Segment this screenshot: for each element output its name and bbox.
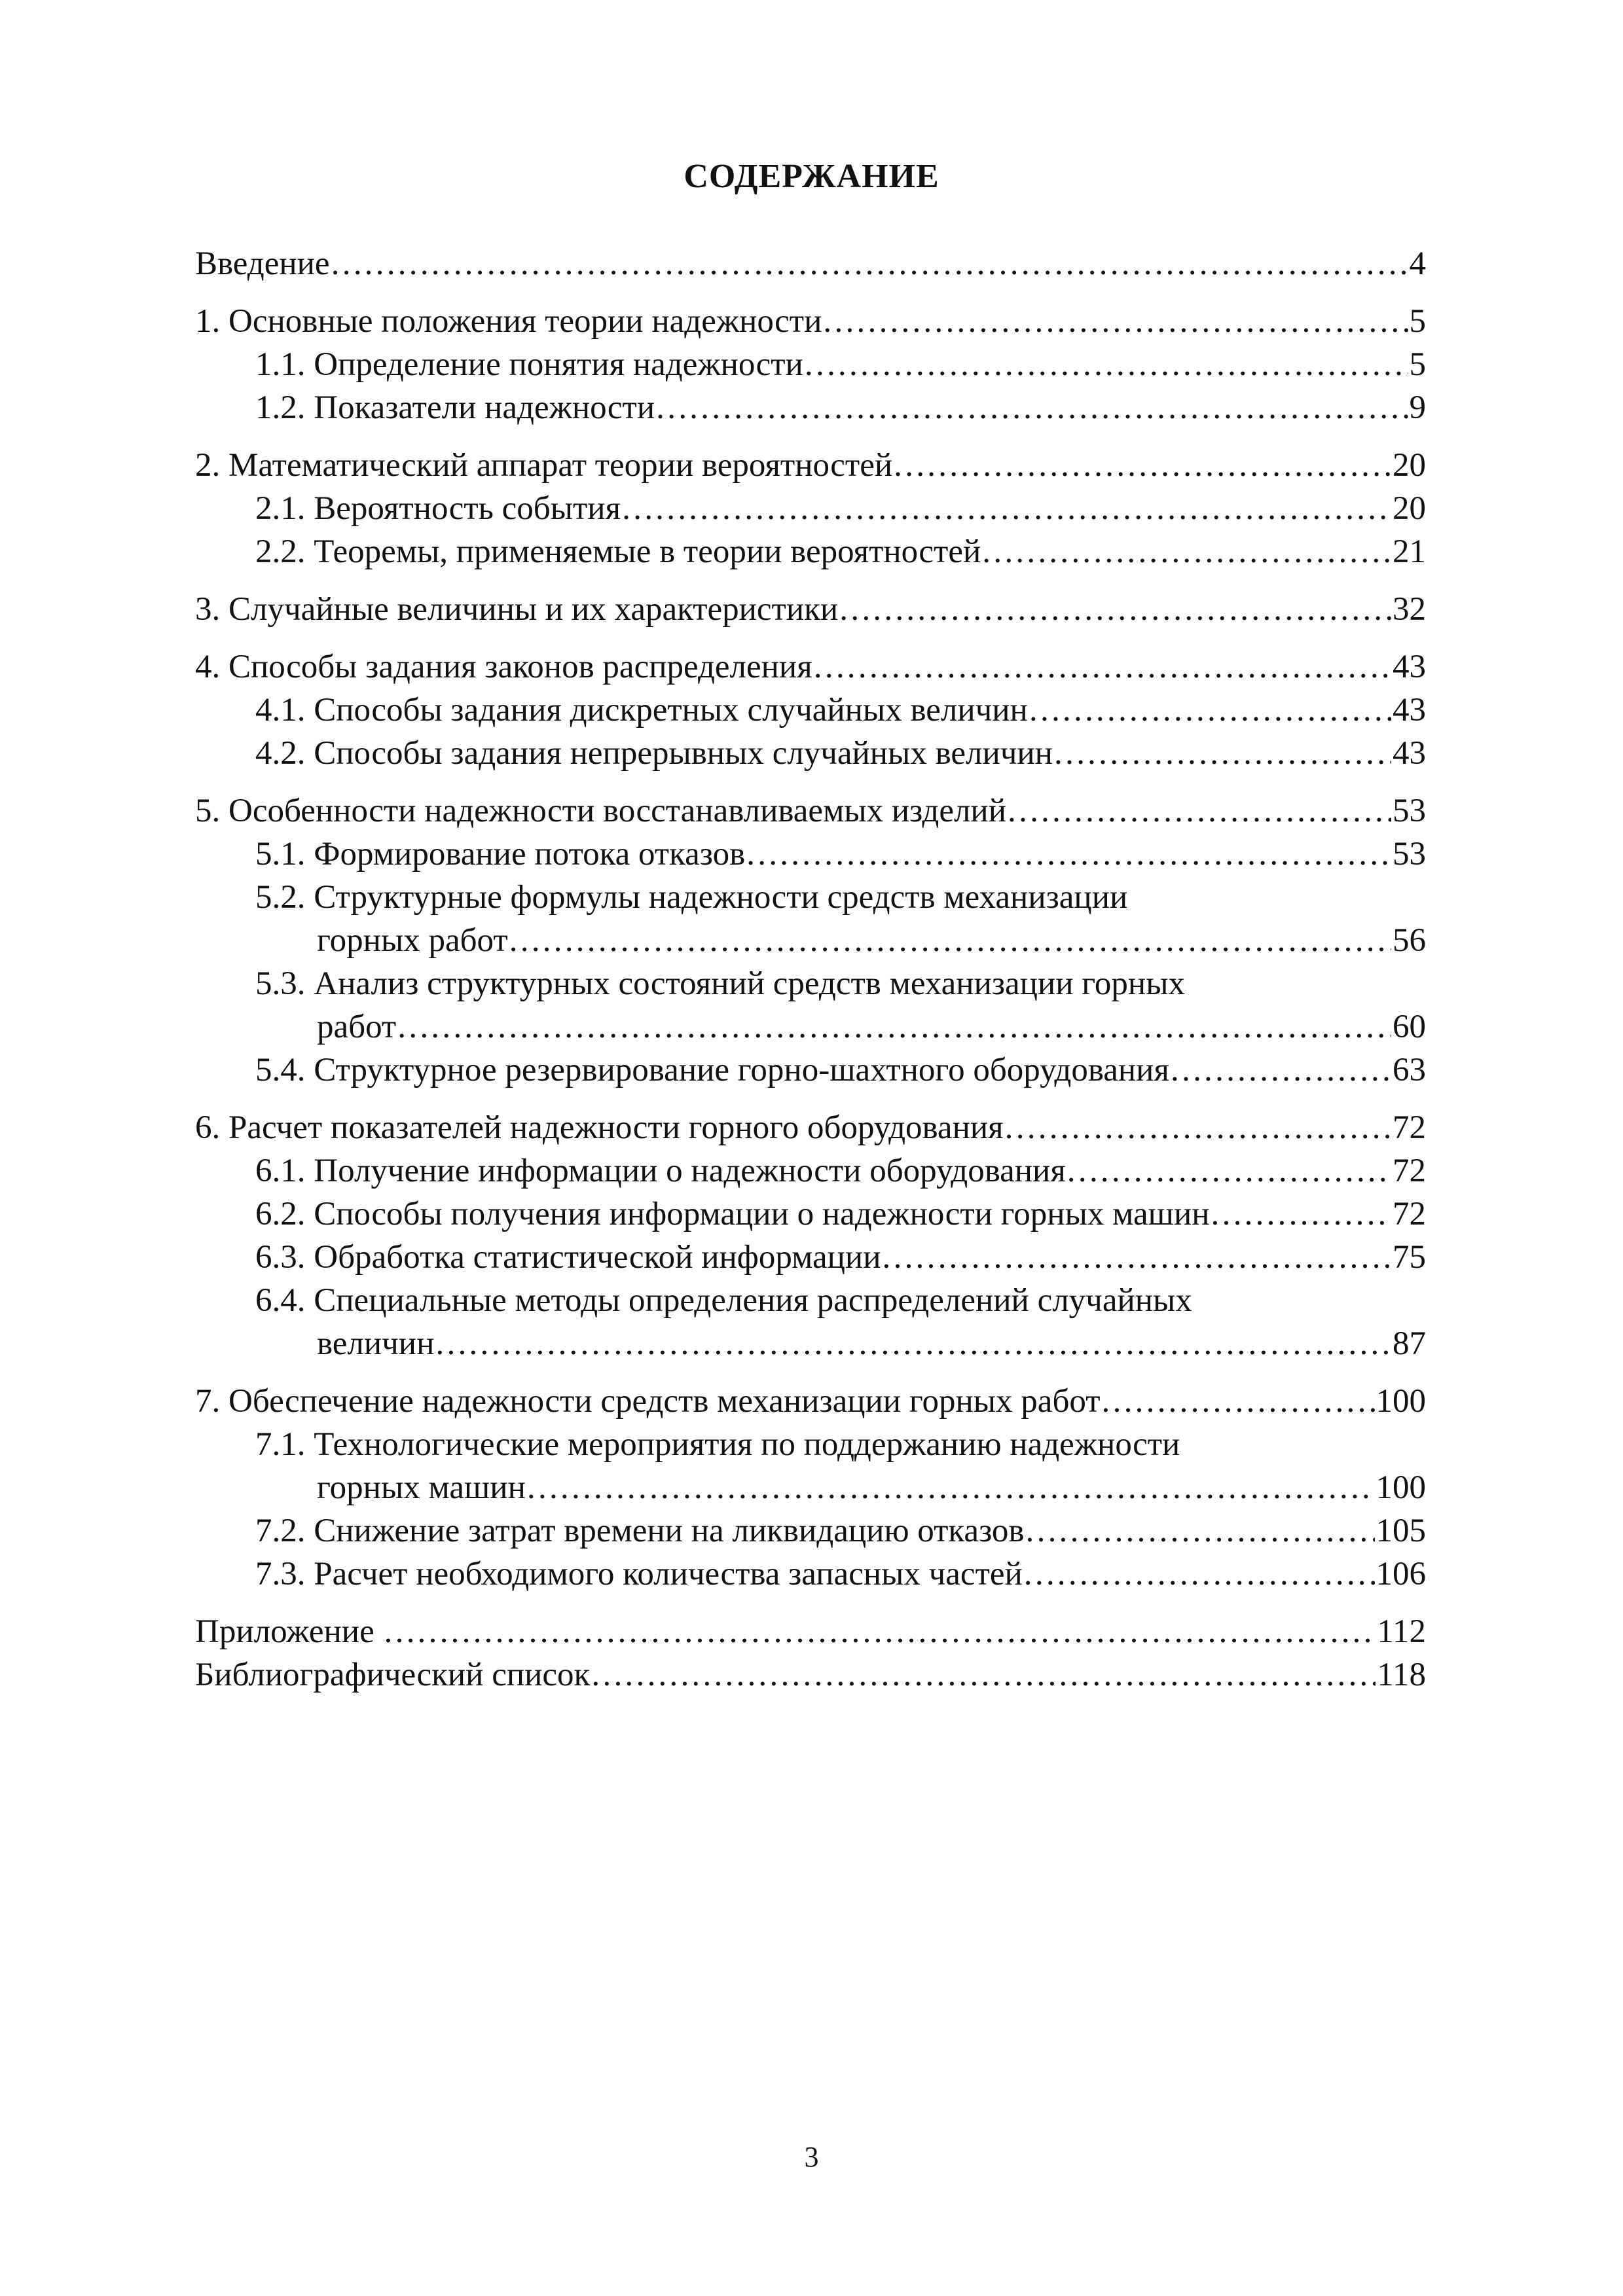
toc-leader-dots (838, 588, 1391, 631)
toc-label: 6.2. Способы получения информации о надежности горных машин (255, 1196, 1210, 1232)
toc-entry-section-5[interactable] (195, 789, 1426, 833)
toc-label: 6. Расчет показателей надежности горного оборудования (195, 1109, 1004, 1146)
toc-entry-section-7-3[interactable] (195, 1552, 1426, 1596)
toc-label: 5.4. Структурное резервирование горно-шахтного оборудования (255, 1052, 1169, 1088)
toc-label: величин (317, 1325, 435, 1362)
toc-entry-section-6-2[interactable] (195, 1193, 1426, 1236)
toc-entry-section-3[interactable] (195, 588, 1426, 631)
toc-leader-dots (396, 1005, 1391, 1049)
toc-label: 3. Случайные величины и их характеристики (195, 591, 839, 628)
toc-page-number: 32 (1393, 591, 1426, 628)
toc-label: Библиографический список (195, 1657, 591, 1693)
toc-page-number: 72 (1393, 1196, 1426, 1232)
toc-entry-section-4-2[interactable] (195, 732, 1426, 775)
toc-page-number: 118 (1377, 1657, 1426, 1693)
toc-entry-section-7-2[interactable] (195, 1509, 1426, 1552)
toc-label: Введение (195, 245, 330, 282)
toc-label: 2. Математический аппарат теории вероятностей (195, 447, 893, 484)
toc-page-number: 63 (1393, 1052, 1426, 1088)
toc-entry-section-2[interactable] (195, 444, 1426, 487)
toc-page-number: 5 (1409, 346, 1426, 383)
toc-leader-dots (1025, 1509, 1375, 1552)
toc-leader-dots (621, 487, 1391, 530)
toc-leader-dots (981, 530, 1391, 573)
toc-entry-section-2-1[interactable] (195, 487, 1426, 530)
toc-leader-dots (892, 444, 1391, 487)
toc-leader-dots (1053, 732, 1391, 775)
toc-label: 1. Основные положения теории надежности (195, 303, 822, 340)
toc-page-number: 53 (1393, 836, 1426, 872)
toc-page-number: 106 (1376, 1556, 1426, 1592)
toc-label: 5. Особенности надежности восстанавливаемых изделий (195, 793, 1006, 829)
toc-label: 2.2. Теоремы, применяемые в теории вероятностей (255, 533, 981, 570)
toc-leader-dots (745, 833, 1391, 876)
toc-page-number: 43 (1393, 692, 1426, 728)
toc-entry-section-6-4-line1[interactable]: 6.4. Специальные методы определения распределений случайных (255, 1282, 1192, 1319)
toc-label: работ (317, 1009, 397, 1045)
toc-page-number: 75 (1393, 1239, 1426, 1276)
toc-page-number: 43 (1393, 735, 1426, 772)
toc-leader-dots (590, 1653, 1376, 1696)
toc-entry-section-4[interactable] (195, 645, 1426, 689)
toc-entry-section-7-1-line1[interactable]: 7.1. Технологические мероприятия по поддержанию надежности (255, 1426, 1180, 1463)
toc-entry-section-6[interactable] (195, 1106, 1426, 1149)
toc-entry-section-7[interactable] (195, 1380, 1426, 1423)
toc-page-number: 9 (1409, 389, 1426, 426)
toc-entry-section-5-2-line1[interactable]: 5.2. Структурные формулы надежности средств механизации (255, 879, 1128, 916)
toc-page-number: 112 (1377, 1613, 1426, 1650)
toc-page-number: 5 (1409, 303, 1426, 340)
toc-label: 6.3. Обработка статистической информации (255, 1239, 881, 1276)
toc-leader-dots (655, 386, 1408, 429)
toc-entry-bibliography[interactable] (195, 1653, 1426, 1696)
toc-leader-dots (1101, 1380, 1375, 1423)
page-title: СОДЕРЖАНИЕ (684, 158, 939, 195)
toc-label: 5.1. Формирование потока отказов (255, 836, 746, 872)
toc-label: 4.2. Способы задания непрерывных случайных величин (255, 735, 1053, 772)
toc-page-number: 60 (1393, 1009, 1426, 1045)
toc-entry-section-5-4[interactable] (195, 1049, 1426, 1092)
toc-entry-intro[interactable] (195, 242, 1426, 285)
toc-label: 7.3. Расчет необходимого количества запасных частей (255, 1556, 1023, 1592)
table-of-contents (195, 242, 1426, 1696)
toc-leader-dots (1023, 1552, 1375, 1596)
toc-page-number: 72 (1393, 1109, 1426, 1146)
toc-page-number: 21 (1393, 533, 1426, 570)
toc-entry-section-5-3[interactable] (195, 1005, 1426, 1049)
toc-entry-section-6-4[interactable] (195, 1322, 1426, 1365)
toc-entry-section-7-1[interactable] (195, 1466, 1426, 1509)
toc-leader-dots (1006, 789, 1391, 833)
toc-leader-dots (812, 645, 1391, 689)
toc-page-number: 100 (1376, 1469, 1426, 1506)
toc-label: 6.1. Получение информации о надежности оборудования (255, 1153, 1066, 1189)
toc-leader-dots (1066, 1149, 1391, 1193)
toc-leader-dots (508, 919, 1391, 962)
toc-leader-dots (434, 1322, 1391, 1365)
toc-label: Приложение (195, 1613, 383, 1650)
toc-label: горных работ (317, 922, 508, 959)
toc-page-number: 53 (1393, 793, 1426, 829)
toc-label: 1.2. Показатели надежности (255, 389, 655, 426)
toc-page-number: 43 (1393, 649, 1426, 685)
toc-leader-dots (526, 1466, 1375, 1509)
toc-page-number: 56 (1393, 922, 1426, 959)
toc-entry-section-6-1[interactable] (195, 1149, 1426, 1193)
toc-label: горных машин (317, 1469, 526, 1506)
page-number: 3 (804, 2141, 819, 2173)
toc-leader-dots (1004, 1106, 1391, 1149)
toc-entry-appendix[interactable] (195, 1610, 1426, 1653)
toc-entry-section-1-1[interactable] (195, 343, 1426, 386)
toc-leader-dots (1169, 1049, 1391, 1092)
toc-page-number: 20 (1393, 447, 1426, 484)
toc-leader-dots (803, 343, 1408, 386)
toc-leader-dots (881, 1236, 1391, 1279)
toc-entry-section-1[interactable] (195, 300, 1426, 343)
toc-page-number: 87 (1393, 1325, 1426, 1362)
toc-label: 1.1. Определение понятия надежности (255, 346, 803, 383)
toc-entry-section-5-2[interactable] (195, 919, 1426, 962)
toc-leader-dots (330, 242, 1408, 285)
toc-leader-dots (382, 1610, 1376, 1653)
toc-entry-section-1-2[interactable] (195, 386, 1426, 429)
toc-entry-section-6-3[interactable] (195, 1236, 1426, 1279)
toc-page-number: 105 (1376, 1513, 1426, 1549)
toc-page-number: 72 (1393, 1153, 1426, 1189)
toc-label: 4. Способы задания законов распределения (195, 649, 812, 685)
toc-leader-dots (1210, 1193, 1391, 1236)
toc-leader-dots (1028, 689, 1391, 732)
toc-page-number: 20 (1393, 490, 1426, 527)
toc-page-number: 100 (1376, 1383, 1426, 1420)
toc-entry-section-2-2[interactable] (195, 530, 1426, 573)
toc-entry-section-5-3-line1[interactable]: 5.3. Анализ структурных состояний средств механизации горных (255, 965, 1185, 1002)
toc-leader-dots (822, 300, 1408, 343)
toc-label: 4.1. Способы задания дискретных случайных величин (255, 692, 1028, 728)
toc-label: 7. Обеспечение надежности средств механизации горных работ (195, 1383, 1101, 1420)
toc-page-number: 4 (1409, 245, 1426, 282)
toc-label: 2.1. Вероятность события (255, 490, 621, 527)
toc-label: 7.2. Снижение затрат времени на ликвидацию отказов (255, 1513, 1025, 1549)
toc-entry-section-5-1[interactable] (195, 833, 1426, 876)
toc-entry-section-4-1[interactable] (195, 689, 1426, 732)
